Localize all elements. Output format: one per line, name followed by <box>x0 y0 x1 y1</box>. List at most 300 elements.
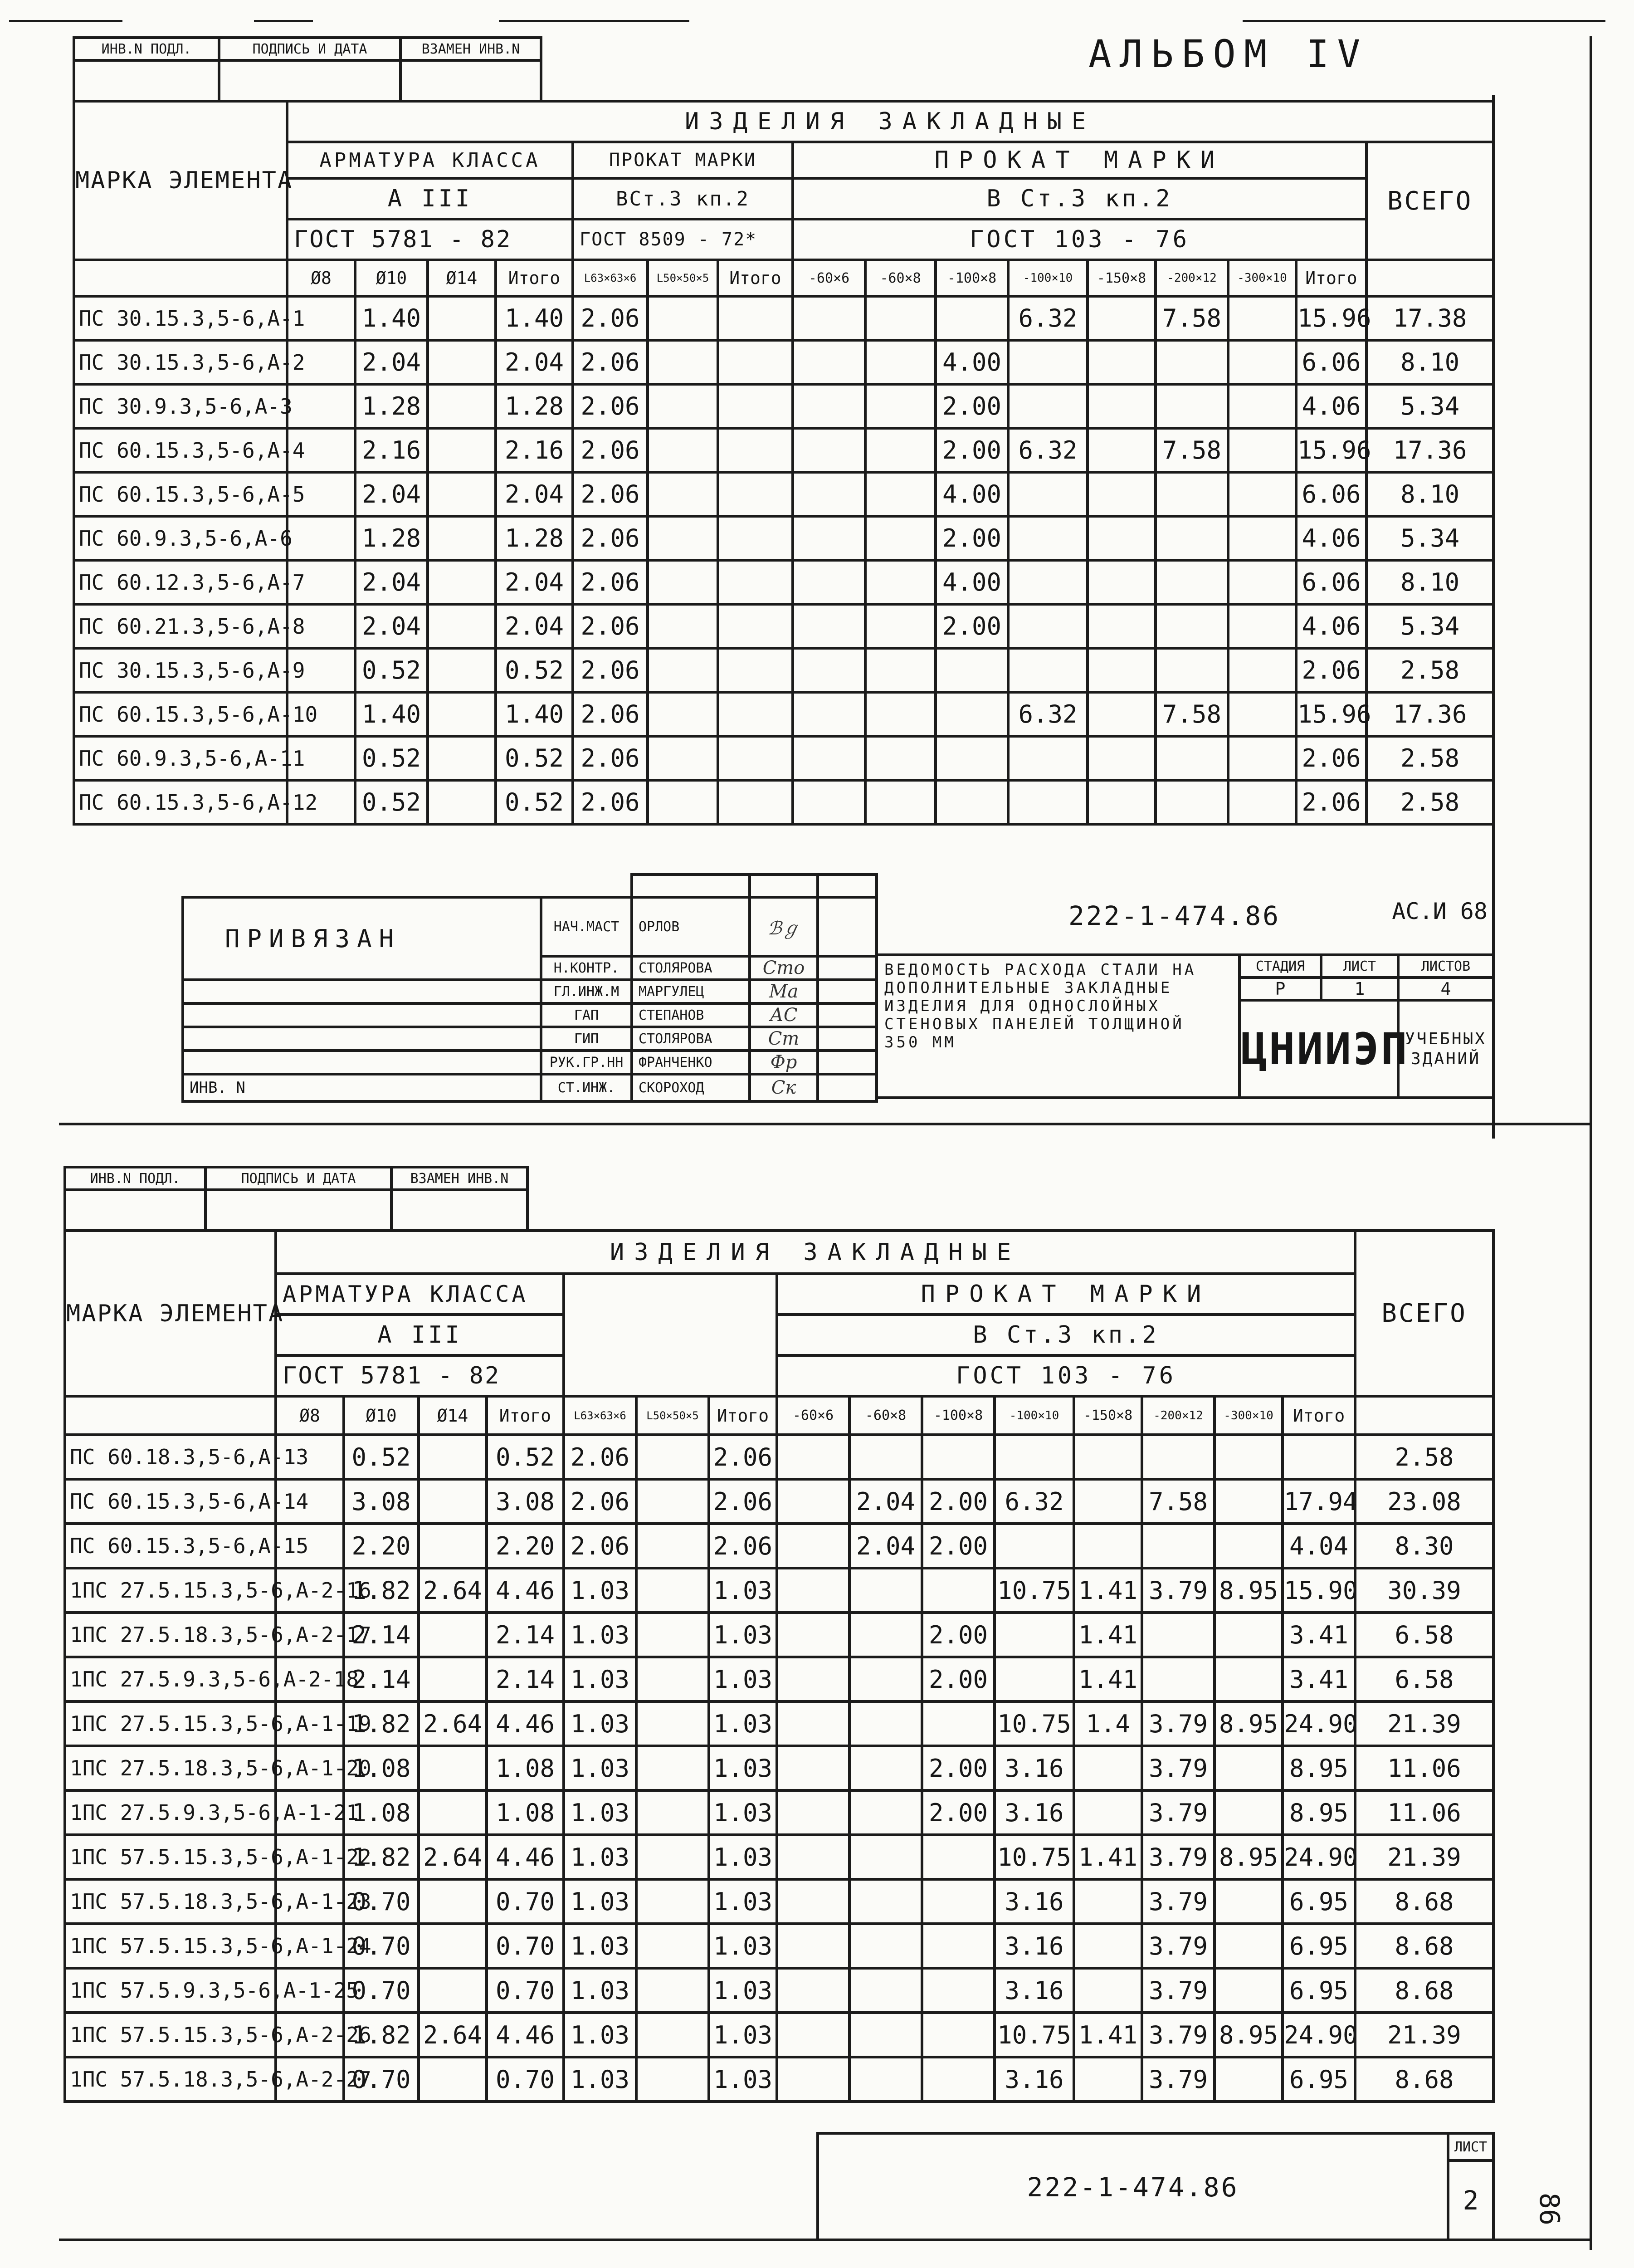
row-mark: 1ПС 57.5.15.3,5-6,А-1-24 <box>65 1924 276 1968</box>
row-value: 7.58 <box>1156 692 1228 736</box>
row-value <box>922 1435 995 1479</box>
row-value: 8.95 <box>1215 1568 1283 1613</box>
row-value <box>1228 340 1296 384</box>
row-value: 6.95 <box>1283 2057 1355 2102</box>
row-value: 2.00 <box>922 1746 995 1790</box>
row-value: 1.82 <box>344 2013 419 2057</box>
row-value <box>648 560 718 604</box>
row-value <box>865 648 936 692</box>
top-dash <box>9 20 122 22</box>
row-value: 4.00 <box>936 560 1008 604</box>
row-value: 2.06 <box>573 296 648 340</box>
row-value <box>922 2057 995 2102</box>
steel-table-2 <box>63 1229 1495 2103</box>
row-value <box>1228 516 1296 560</box>
row-value <box>648 648 718 692</box>
row-mark: 1ПС 57.5.9.3,5-6,А-1-25 <box>65 1968 276 2013</box>
row-mark: ПС 60.15.3,5-6,А-5 <box>74 472 287 516</box>
row-value <box>1228 472 1296 516</box>
row-value: 3.79 <box>1142 1924 1215 1968</box>
row-mark: ПС 30.15.3,5-6,А-9 <box>74 648 287 692</box>
doc-code-2: 222-1-474.86 <box>818 2133 1448 2240</box>
row-value <box>777 1568 849 1613</box>
row-value: 8.95 <box>1283 1746 1355 1790</box>
row-value: 2.04 <box>355 340 428 384</box>
row-value: 2.00 <box>936 604 1008 648</box>
row-value: 2.06 <box>709 1524 777 1568</box>
row-value: 2.06 <box>709 1435 777 1479</box>
row-value: 1.41 <box>1074 2013 1142 2057</box>
subheader-row <box>74 260 1493 296</box>
row-value <box>1142 1435 1215 1479</box>
subheader-cell: Ø14 <box>419 1396 487 1435</box>
row-value: 0.52 <box>496 736 573 780</box>
row-value <box>287 516 355 560</box>
table-row <box>65 1568 1493 1613</box>
row-value <box>1074 1479 1142 1524</box>
row-value <box>1156 648 1228 692</box>
rebar-gost: ГОСТ 5781 - 82 <box>276 1355 564 1396</box>
row-value: 1.28 <box>496 516 573 560</box>
sheet2-label: ЛИСТ <box>1448 2133 1493 2160</box>
table-row <box>65 1479 1493 1524</box>
row-value: 0.70 <box>487 1968 564 2013</box>
row-value <box>287 384 355 428</box>
row-value: 4.06 <box>1296 516 1366 560</box>
subheader-cell: Ø10 <box>344 1396 419 1435</box>
bottom-stamp-2 <box>816 2132 1495 2241</box>
table-row <box>65 1879 1493 1924</box>
table-row <box>65 1924 1493 1968</box>
prokat1-title: ПРОКАТ МАРКИ <box>573 142 793 178</box>
row-mark: 1ПС 57.5.15.3,5-6,А-1-22 <box>65 1835 276 1879</box>
row-value: 6.32 <box>1008 692 1088 736</box>
row-value: 15.96 <box>1296 692 1366 736</box>
row-value: 1.82 <box>344 1701 419 1746</box>
row-value <box>1228 604 1296 648</box>
table-row <box>65 1435 1493 1479</box>
row-value: 1.03 <box>564 1835 636 1879</box>
row-value <box>777 1879 849 1924</box>
stamp-head-1 <box>73 36 542 103</box>
row-value: 1.40 <box>355 296 428 340</box>
row-value: 30.39 <box>1355 1568 1493 1613</box>
row-value: 0.70 <box>487 1924 564 1968</box>
row-value: 0.52 <box>355 780 428 824</box>
row-value <box>419 1924 487 1968</box>
row-value: 2.06 <box>573 736 648 780</box>
row-value: 21.39 <box>1355 2013 1493 2057</box>
stamp-replace: ВЗАМЕН ИНВ.N <box>400 38 541 60</box>
row-value <box>777 1924 849 1968</box>
row-mark: 1ПС 57.5.18.3,5-6,А-1-23 <box>65 1879 276 1924</box>
rebar-class-header: АРМАТУРА КЛАССА <box>287 142 573 178</box>
row-value <box>1088 604 1156 648</box>
row-value: 3.79 <box>1142 1790 1215 1835</box>
signer-name: ФРАНЧЕНКО <box>632 1051 750 1074</box>
row-value: 2.14 <box>487 1657 564 1701</box>
row-value <box>849 1435 922 1479</box>
row-value <box>936 692 1008 736</box>
row-value: 6.32 <box>1008 296 1088 340</box>
row-value: 17.36 <box>1366 428 1493 472</box>
row-value <box>1074 1790 1142 1835</box>
row-value: 8.68 <box>1355 2057 1493 2102</box>
row-value: 0.52 <box>496 780 573 824</box>
row-value <box>1088 560 1156 604</box>
row-value <box>419 1613 487 1657</box>
row-mark: ПС 60.15.3,5-6,А-4 <box>74 428 287 472</box>
page-number-side: 86 <box>1533 2192 1566 2226</box>
row-value: 2.04 <box>496 340 573 384</box>
subheader-cell: Итого <box>1296 260 1366 296</box>
table-row <box>74 296 1493 340</box>
org-logo: ЦНИИЭП <box>1239 1000 1398 1098</box>
row-value: 1.28 <box>496 384 573 428</box>
rebar-grade: А III <box>276 1315 564 1355</box>
subheader-cell: L63×63×6 <box>573 260 648 296</box>
row-value: 6.58 <box>1355 1657 1493 1701</box>
row-value: 21.39 <box>1355 1701 1493 1746</box>
subheader-cell: Ø14 <box>428 260 496 296</box>
row-value <box>793 516 865 560</box>
subheader-cell: L50×50×5 <box>648 260 718 296</box>
row-value: 6.58 <box>1355 1613 1493 1657</box>
row-value <box>849 1701 922 1746</box>
row-value: 3.16 <box>995 2057 1074 2102</box>
row-value <box>1008 604 1088 648</box>
row-value <box>793 736 865 780</box>
row-value <box>865 692 936 736</box>
row-value <box>936 780 1008 824</box>
row-value: 2.06 <box>573 384 648 428</box>
table-row <box>65 1657 1493 1701</box>
signature-7: Ск <box>750 1074 818 1101</box>
signer-name: СТОЛЯРОВА <box>632 956 750 980</box>
row-value: 6.95 <box>1283 1879 1355 1924</box>
signature-1: ℬℊ <box>750 897 818 956</box>
row-value: 3.16 <box>995 1968 1074 2013</box>
row-value <box>865 296 936 340</box>
row-value <box>428 340 496 384</box>
row-mark: ПС 60.12.3,5-6,А-7 <box>74 560 287 604</box>
row-value: 6.06 <box>1296 472 1366 516</box>
subheader-cell: Ø8 <box>287 260 355 296</box>
row-value <box>419 1479 487 1524</box>
row-value: 3.08 <box>487 1479 564 1524</box>
prokat2-grade: В Ст.3 кп.2 <box>793 178 1366 219</box>
row-value: 1.40 <box>496 692 573 736</box>
row-value <box>648 384 718 428</box>
subheader-cell: Итого <box>496 260 573 296</box>
row-value: 15.96 <box>1296 428 1366 472</box>
row-value <box>777 1746 849 1790</box>
privyazan-block <box>181 873 878 1103</box>
subheader-cell: -60×6 <box>793 260 865 296</box>
row-mark: ПС 30.15.3,5-6,А-1 <box>74 296 287 340</box>
stage-value: Р <box>1239 978 1321 1000</box>
subheader-cell: -150×8 <box>1088 260 1156 296</box>
row-value <box>922 1968 995 2013</box>
row-value <box>849 1879 922 1924</box>
row-value: 4.06 <box>1296 604 1366 648</box>
subheader-cell: -60×8 <box>865 260 936 296</box>
row-value <box>636 1524 709 1568</box>
row-value <box>793 384 865 428</box>
row-value <box>636 1924 709 1968</box>
row-value <box>995 1435 1074 1479</box>
row-value <box>849 1568 922 1613</box>
row-value <box>1156 780 1228 824</box>
row-value: 24.90 <box>1283 2013 1355 2057</box>
subheader-cell: -60×6 <box>777 1396 849 1435</box>
row-value <box>1074 2057 1142 2102</box>
table-row <box>74 384 1493 428</box>
col-mark-header: МАРКА ЭЛЕМЕНТА <box>74 101 287 260</box>
row-value: 2.06 <box>1296 780 1366 824</box>
row-value <box>777 1613 849 1657</box>
signature-6: Фр <box>750 1051 818 1074</box>
sheet2-value: 2 <box>1448 2160 1493 2240</box>
table-row <box>74 780 1493 824</box>
row-mark: ПС 60.15.3,5-6,А-15 <box>65 1524 276 1568</box>
row-value <box>419 1968 487 2013</box>
prokat1-gost: ГОСТ 8509 - 72* <box>573 219 793 260</box>
row-value: 3.79 <box>1142 1968 1215 2013</box>
row-value: 1.03 <box>564 1968 636 2013</box>
row-value: 8.10 <box>1366 560 1493 604</box>
row-value <box>922 1701 995 1746</box>
table-row <box>65 1835 1493 1879</box>
row-value <box>718 384 793 428</box>
row-value: 3.79 <box>1142 1835 1215 1879</box>
row-mark: 1ПС 57.5.15.3,5-6,А-2-26 <box>65 2013 276 2057</box>
row-value: 23.08 <box>1355 1479 1493 1524</box>
row-mark: ПС 60.18.3,5-6,А-13 <box>65 1435 276 1479</box>
row-value: 1.82 <box>344 1835 419 1879</box>
row-value: 7.58 <box>1156 428 1228 472</box>
signer-role: СТ.ИНЖ. <box>541 1074 632 1101</box>
row-value: 8.68 <box>1355 1968 1493 2013</box>
table-row <box>65 1746 1493 1790</box>
row-value: 2.00 <box>936 516 1008 560</box>
row-value <box>1228 296 1296 340</box>
top-dash <box>254 20 313 22</box>
row-value: 5.34 <box>1366 384 1493 428</box>
row-value: 2.04 <box>496 560 573 604</box>
row-value <box>922 1568 995 1613</box>
row-value <box>636 1568 709 1613</box>
rebar-grade: А III <box>287 178 573 219</box>
row-value <box>428 384 496 428</box>
row-value <box>636 1790 709 1835</box>
table-row <box>74 560 1493 604</box>
row-mark: 1ПС 57.5.18.3,5-6,А-2-27 <box>65 2057 276 2102</box>
row-value: 2.04 <box>496 604 573 648</box>
row-value: 1.08 <box>344 1790 419 1835</box>
row-value <box>1008 780 1088 824</box>
row-mark: ПС 30.15.3,5-6,А-2 <box>74 340 287 384</box>
row-value: 2.00 <box>922 1524 995 1568</box>
top-dash <box>1243 20 1605 22</box>
row-value <box>1008 560 1088 604</box>
table-row <box>74 648 1493 692</box>
row-mark: ПС 60.9.3,5-6,А-11 <box>74 736 287 780</box>
row-value <box>1215 1524 1283 1568</box>
subheader-cell: -100×10 <box>995 1396 1074 1435</box>
row-value: 7.58 <box>1156 296 1228 340</box>
row-value: 2.58 <box>1366 648 1493 692</box>
subheader-cell: Ø10 <box>355 260 428 296</box>
row-value <box>1215 1435 1283 1479</box>
row-value <box>428 604 496 648</box>
row-value: 1.03 <box>564 1701 636 1746</box>
row-value: 1.03 <box>564 1568 636 1613</box>
row-value <box>419 1524 487 1568</box>
row-value: 1.41 <box>1074 1613 1142 1657</box>
row-value: 0.70 <box>344 1968 419 2013</box>
row-value <box>865 604 936 648</box>
inv-n-label: ИНВ. N <box>183 1074 541 1101</box>
row-value: 2.14 <box>487 1613 564 1657</box>
row-value <box>922 1835 995 1879</box>
row-value <box>428 692 496 736</box>
row-value <box>648 736 718 780</box>
row-value: 5.34 <box>1366 604 1493 648</box>
row-mark: 1ПС 27.5.18.3,5-6,А-2-17 <box>65 1613 276 1657</box>
row-value: 0.70 <box>344 1924 419 1968</box>
subheader-cell: Итого <box>709 1396 777 1435</box>
row-value <box>1088 296 1156 340</box>
row-value <box>636 1657 709 1701</box>
row-value: 1.08 <box>487 1746 564 1790</box>
signer-name: СТОЛЯРОВА <box>632 1027 750 1051</box>
table-row <box>65 1968 1493 2013</box>
table-row <box>65 1701 1493 1746</box>
row-value: 4.46 <box>487 1835 564 1879</box>
row-value: 4.46 <box>487 1701 564 1746</box>
subheader-cell: Итого <box>487 1396 564 1435</box>
row-value: 2.16 <box>355 428 428 472</box>
row-value: 24.90 <box>1283 1701 1355 1746</box>
signer-name: СКОРОХОД <box>632 1074 750 1101</box>
row-value <box>718 340 793 384</box>
row-value: 1.03 <box>709 1835 777 1879</box>
row-value <box>793 296 865 340</box>
row-value: 10.75 <box>995 1568 1074 1613</box>
row-value <box>995 1657 1074 1701</box>
row-value <box>1228 648 1296 692</box>
row-value: 2.04 <box>355 472 428 516</box>
row-value: 1.28 <box>355 384 428 428</box>
subheader-cell: -200×12 <box>1156 260 1228 296</box>
row-value <box>865 560 936 604</box>
row-value: 1.03 <box>709 1613 777 1657</box>
sheets-label: ЛИСТОВ <box>1398 955 1493 978</box>
stamp-inv: ИНВ.N ПОДЛ. <box>74 38 219 60</box>
row-value <box>936 648 1008 692</box>
row-value <box>636 1435 709 1479</box>
row-value: 2.06 <box>1296 648 1366 692</box>
row-value <box>718 516 793 560</box>
table-row <box>65 2013 1493 2057</box>
row-value: 1.41 <box>1074 1835 1142 1879</box>
row-value <box>777 1479 849 1524</box>
row-value: 1.08 <box>344 1746 419 1790</box>
row-value <box>777 1701 849 1746</box>
row-value: 2.20 <box>344 1524 419 1568</box>
row-value: 4.00 <box>936 340 1008 384</box>
row-value <box>1156 560 1228 604</box>
row-value: 3.16 <box>995 1790 1074 1835</box>
row-value: 17.94 <box>1283 1479 1355 1524</box>
row-value: 2.64 <box>419 1835 487 1879</box>
row-value: 1.03 <box>564 1879 636 1924</box>
row-value: 1.03 <box>564 1924 636 1968</box>
row-value: 2.00 <box>936 428 1008 472</box>
col-mark-header: МАРКА ЭЛЕМЕНТА <box>65 1231 276 1396</box>
row-value: 1.03 <box>709 1879 777 1924</box>
row-value: 1.03 <box>564 1790 636 1835</box>
row-value: 2.06 <box>573 560 648 604</box>
prokat2-title: ПРОКАТ МАРКИ <box>777 1274 1355 1315</box>
row-value: 2.64 <box>419 1568 487 1613</box>
row-value <box>936 736 1008 780</box>
row-value <box>1008 648 1088 692</box>
row-value <box>1008 736 1088 780</box>
row-value: 1.03 <box>709 1657 777 1701</box>
subheader-cell: -300×10 <box>1228 260 1296 296</box>
row-mark: 1ПС 27.5.9.3,5-6,А-2-18 <box>65 1657 276 1701</box>
rebar-gost: ГОСТ 5781 - 82 <box>287 219 573 260</box>
row-value <box>793 428 865 472</box>
row-value: 2.00 <box>922 1479 995 1524</box>
row-value: 2.06 <box>573 648 648 692</box>
frame-line-outer <box>1590 36 1592 2250</box>
row-value <box>849 1790 922 1835</box>
items-header: ИЗДЕЛИЯ ЗАКЛАДНЫЕ <box>276 1231 1355 1274</box>
row-value: 2.06 <box>564 1479 636 1524</box>
row-value: 10.75 <box>995 1701 1074 1746</box>
row-value <box>1074 1435 1142 1479</box>
row-value <box>995 1524 1074 1568</box>
row-value <box>1215 1657 1283 1701</box>
row-value <box>1074 1968 1142 2013</box>
signer-role: ГАП <box>541 1003 632 1027</box>
row-mark: ПС 60.21.3,5-6,А-8 <box>74 604 287 648</box>
row-value: 0.52 <box>487 1435 564 1479</box>
row-value <box>849 2057 922 2102</box>
row-value <box>718 780 793 824</box>
table-row <box>74 736 1493 780</box>
signer-role: НАЧ.МАСТ <box>541 897 632 956</box>
table-row <box>65 1524 1493 1568</box>
row-mark: 1ПС 27.5.18.3,5-6,А-1-20 <box>65 1746 276 1790</box>
row-value <box>636 1746 709 1790</box>
sheet-title: ВЕДОМОСТЬ РАСХОДА СТАЛИ НА ДОПОЛНИТЕЛЬНЫЕ ЗАКЛАДНЫЕ ИЗДЕЛИЯ ДЛЯ ОДНОСЛОЙНЫХ СТЕНОВЫХ ПАНЕЛЕЙ ТОЛЩИНОЙ 350 ММ <box>877 955 1239 1098</box>
row-value: 2.06 <box>573 472 648 516</box>
row-value <box>428 560 496 604</box>
row-value: 1.03 <box>564 1657 636 1701</box>
row-value: 3.41 <box>1283 1657 1355 1701</box>
subheader-cell: L50×50×5 <box>636 1396 709 1435</box>
row-value: 1.03 <box>709 1746 777 1790</box>
signature-5: Ст <box>750 1027 818 1051</box>
row-value: 6.06 <box>1296 560 1366 604</box>
subheader-cell: Итого <box>1283 1396 1355 1435</box>
sheet-value: 1 <box>1321 978 1398 1000</box>
row-value: 0.70 <box>487 1879 564 1924</box>
